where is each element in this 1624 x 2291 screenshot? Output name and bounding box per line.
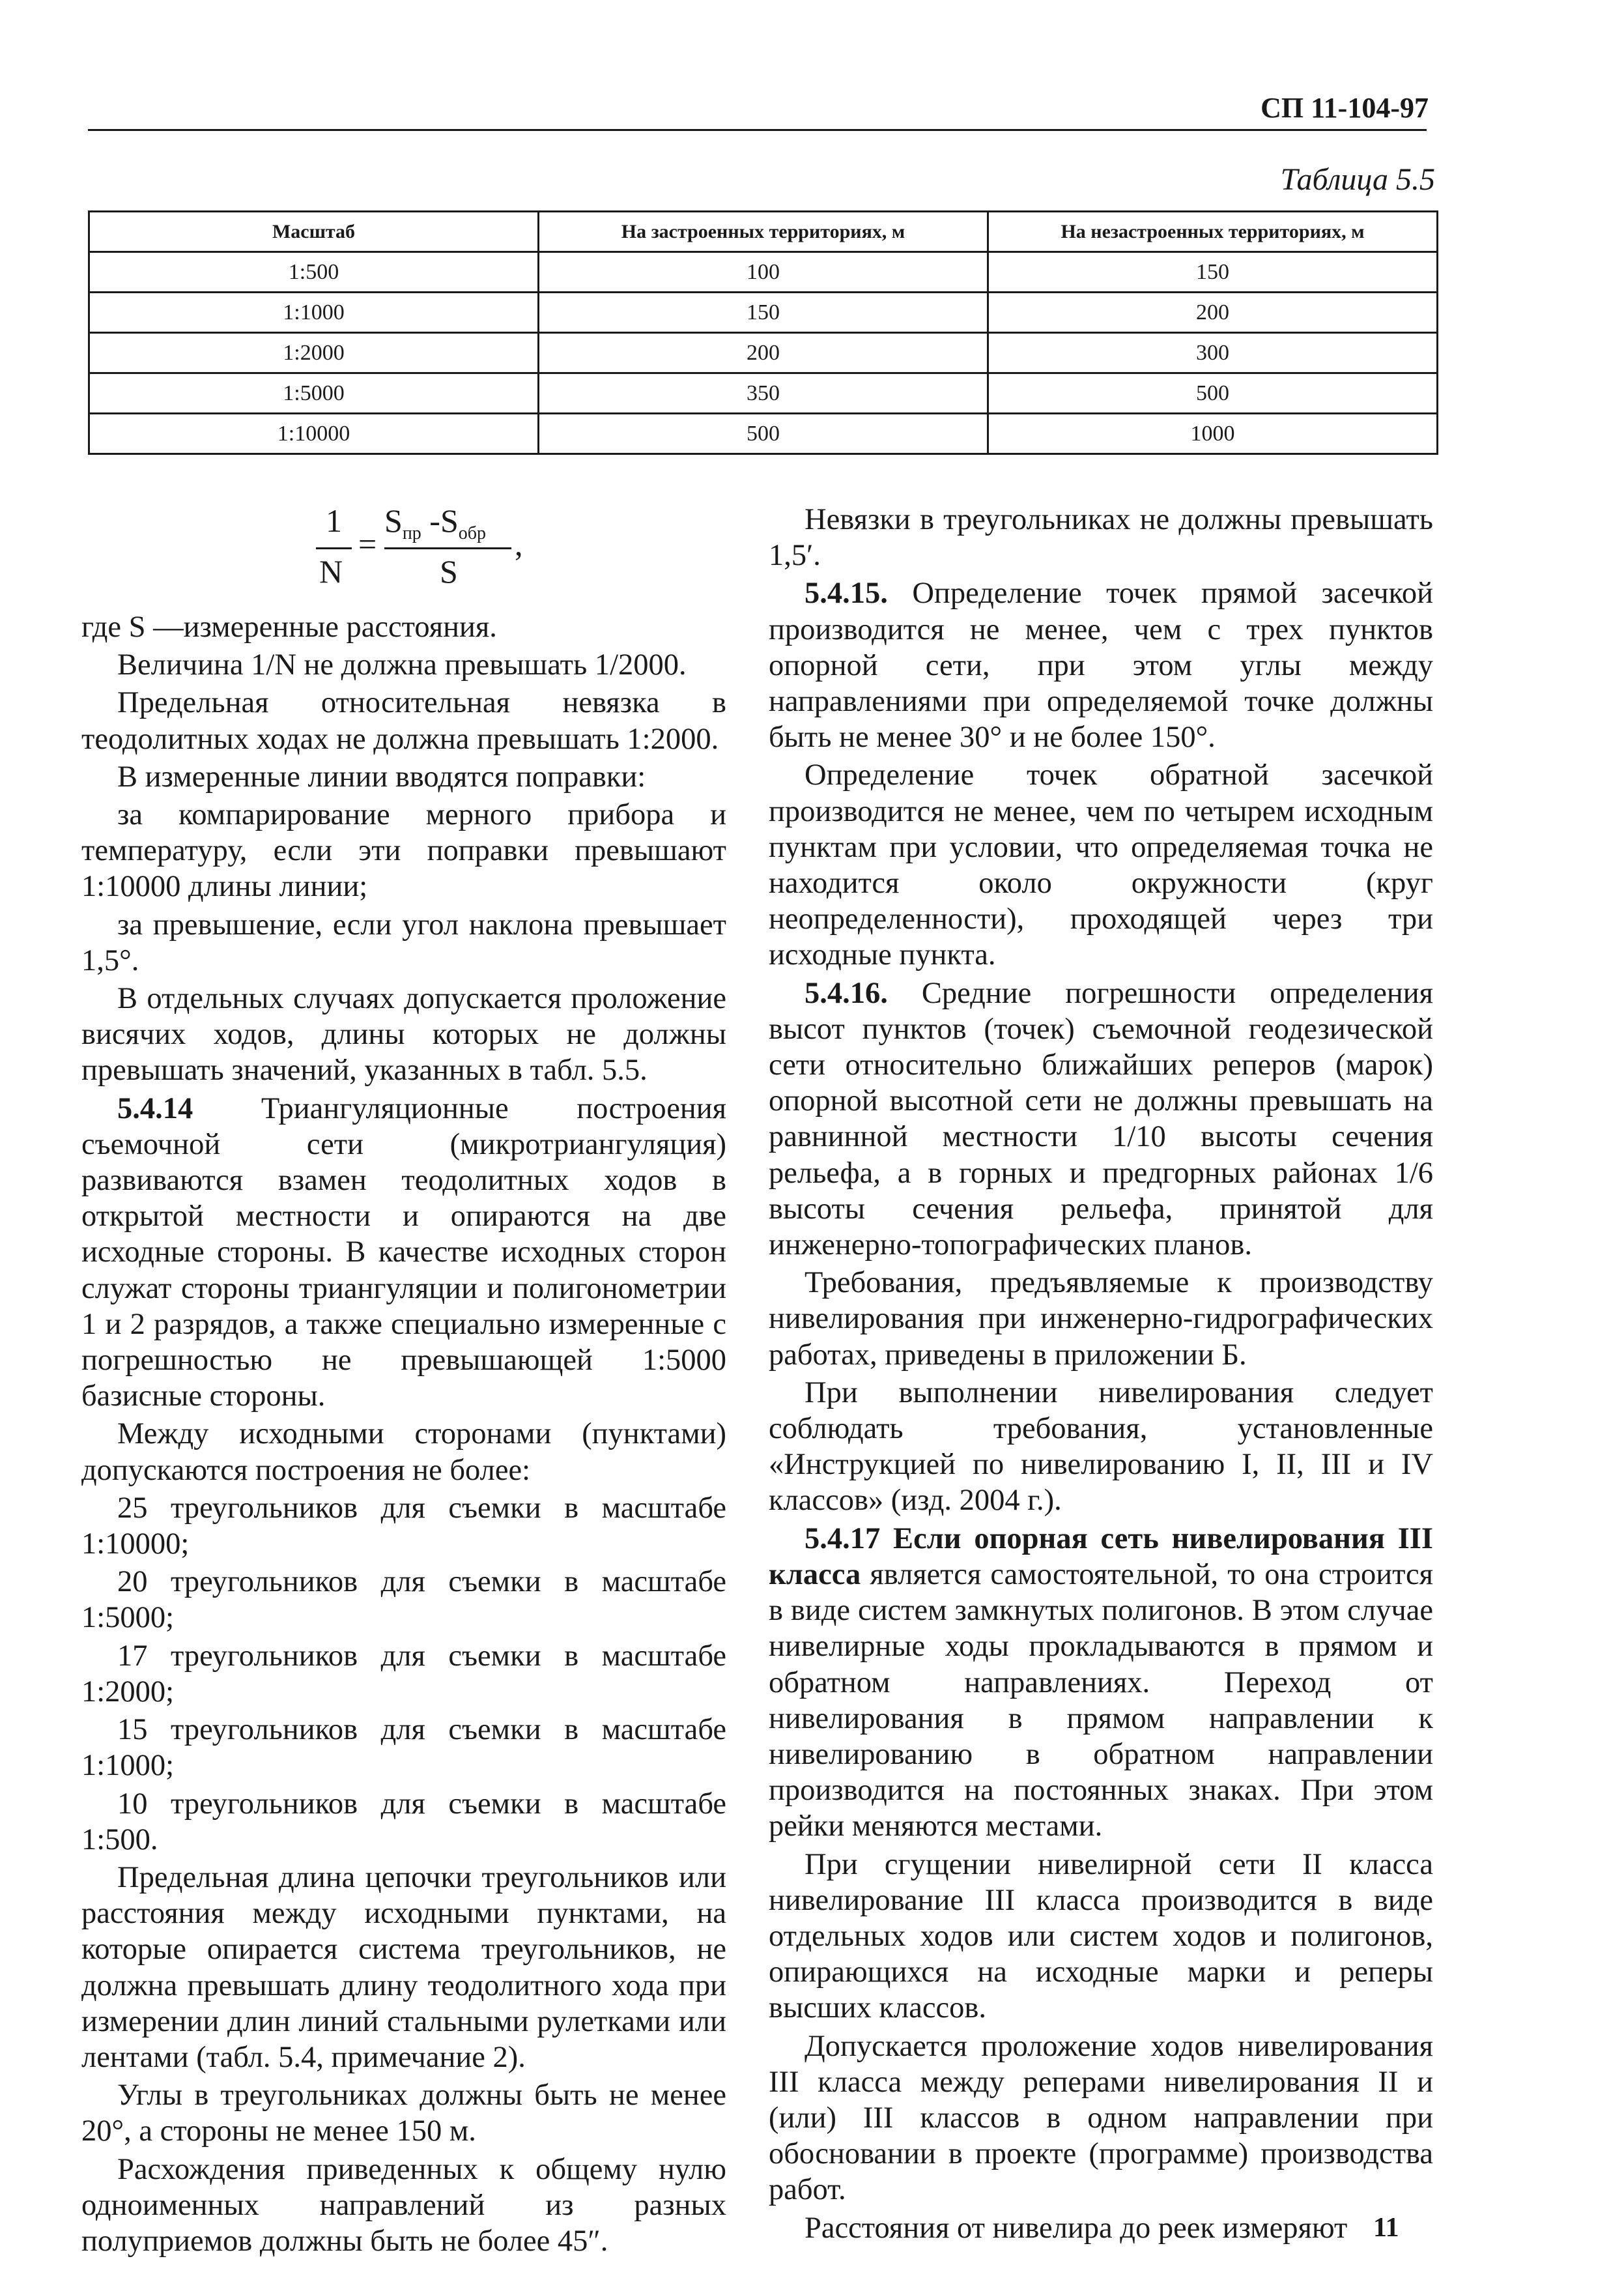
paragraph: Углы в треугольниках должны быть не менее 20°, а стороны не менее 150 м.	[81, 2079, 726, 2148]
paragraph: 20 треугольников для съемки в масштабе 1:5000;	[81, 1565, 726, 1635]
table-cell: 200	[988, 293, 1438, 333]
formula-fraction-bar	[316, 547, 352, 549]
formula-equals: =	[358, 526, 377, 562]
table-cell: 100	[539, 252, 988, 293]
header-rule	[88, 129, 1427, 131]
paragraph: 15 треугольников для съемки в масштабе 1:1000;	[81, 1713, 726, 1783]
paragraph: Расстояния от нивелира до реек измеряют	[805, 2211, 1348, 2245]
formula-subscript-pr: пр	[402, 523, 421, 543]
column-header-undeveloped: На незастроенных территориях, м	[988, 212, 1438, 252]
table-row	[89, 252, 1438, 293]
page-number: 11	[1373, 2213, 1399, 2243]
paragraph-text: Средние погрешности определения высот пунктов (точек) съемочной геодезической сети относительно ближайших реперов (марок) опорной высотной сети не должны превышать на равнинной местности 1/10 высоты сечения рельефа, а в горных и предгорных районах 1/6 высоты сечения рельефа, принятой для инженерно-топографических планов.	[769, 976, 1433, 1262]
scale-distance-table	[88, 210, 1438, 455]
formula-fraction-bar	[384, 547, 511, 549]
paragraph: Невязки в треугольниках не должны превышать 1,5′.	[769, 503, 1433, 573]
formula-comma: ,	[515, 526, 523, 562]
table-row	[89, 293, 1438, 333]
formula-lhs-numerator: 1	[326, 502, 342, 539]
paragraph-section-5-4-16	[769, 975, 1433, 1263]
section-number: 5.4.14	[117, 1091, 193, 1125]
table-cell: 1:500	[89, 252, 539, 293]
paragraph: 17 треугольников для съемки в масштабе 1:2000;	[81, 1639, 726, 1708]
formula-s-symbol: S	[384, 502, 403, 539]
column-header-scale: Масштаб	[89, 212, 539, 252]
paragraph: Допускается проложение ходов нивелирования III класса между реперами нивелирования II и (или) III классов в одном направлении при обосновании в проекте (программе) производства работ.	[769, 2029, 1433, 2207]
table-cell: 1:1000	[89, 293, 539, 333]
left-text-column	[81, 609, 726, 2261]
paragraph: В отдельных случаях допускается проложение висячих ходов, длины которых не должны превышать значений, указанных в табл. 5.5.	[81, 982, 726, 1088]
table-cell: 1:10000	[89, 414, 539, 454]
relative-error-formula	[313, 502, 528, 599]
paragraph-text: является самостоятельной, то она строится в виде систем замкнутых полигонов. В этом случае нивелирные ходы прокладываются в прямом и обратном направлениях. Переход от нивелирования в прямом направлении к нивелированию в обратном направлении производится на постоянных знаках. При этом рейки меняются местами.	[769, 1557, 1433, 1843]
table-cell: 150	[988, 252, 1438, 293]
section-heading: 5.4.17 Если опорная сеть нивелирования III класса	[769, 1521, 1433, 1591]
paragraph: Предельная длина цепочки треугольников или расстояния между исходными пунктами, на которые опирается система треугольников, не должна превышать длину теодолитного хода при измерении длин линий стальными рулетками или лентами (табл. 5.4, примечание 2).	[81, 1860, 726, 2074]
paragraph: В измеренные линии вводятся поправки:	[117, 760, 646, 794]
table-caption: Таблица 5.5	[1280, 162, 1435, 197]
table-cell: 1:5000	[89, 373, 539, 414]
formula-rhs-numerator	[384, 502, 486, 544]
paragraph: за компарирование мерного прибора и температуру, если эти поправки превышают 1:10000 длины линии;	[81, 798, 726, 904]
paragraph: за превышение, если угол наклона превышает 1,5°.	[81, 908, 726, 977]
document-code: СП 11-104-97	[1261, 92, 1429, 124]
paragraph: Между исходными сторонами (пунктами) допускаются построения не более:	[81, 1417, 726, 1487]
table-row	[89, 373, 1438, 414]
table-cell: 300	[988, 333, 1438, 373]
formula-minus-s: -S	[421, 502, 459, 539]
paragraph: 25 треугольников для съемки в масштабе 1:10000;	[81, 1491, 726, 1561]
paragraph-text: Определение точек прямой засечкой производится не менее, чем с трех пунктов опорной сети, при этом углы между направлениями при определяемой точке должны быть не менее 30° и не более 150°.	[769, 577, 1433, 755]
paragraph: где S —измеренные расстояния.	[81, 611, 497, 644]
paragraph-section-5-4-15	[769, 575, 1433, 755]
paragraph: При сгущении нивелирной сети II класса нивелирование III класса производится в виде отдельных ходов или систем ходов и полигонов, опирающихся на исходные марки и реперы высших классов.	[769, 1847, 1433, 2025]
table-cell: 500	[988, 373, 1438, 414]
table-cell: 200	[539, 333, 988, 373]
section-number: 5.4.15.	[805, 577, 888, 611]
paragraph: Величина 1/N не должна превышать 1/2000.	[117, 648, 687, 682]
formula-lhs-denominator: N	[319, 553, 343, 590]
paragraph: 10 треугольников для съемки в масштабе 1:500.	[81, 1787, 726, 1856]
section-number: 5.4.16.	[805, 976, 888, 1010]
table-cell: 150	[539, 293, 988, 333]
paragraph: Требования, предъявляемые к производству нивелирования при инженерно-гидрографических работах, приведены в приложении Б.	[769, 1266, 1433, 1372]
table-row	[89, 333, 1438, 373]
paragraph: Расхождения приведенных к общему нулю одноименных направлений из разных полуприемов должны быть не более 45″.	[81, 2152, 726, 2258]
paragraph-text: Триангуляционные построения съемочной сети (микротриангуляция) развиваются взамен теодолитных ходов в открытой местности и опираются на две исходные стороны. В качестве исходных сторон служат стороны триангуляции и полигонометрии 1 и 2 разрядов, а также специально измеренные с погрешностью не превышающей 1:5000 базисные стороны.	[81, 1091, 726, 1413]
formula-rhs-denominator: S	[440, 553, 458, 590]
table-cell: 1:2000	[89, 333, 539, 373]
column-header-built-up: На застроенных территориях, м	[539, 212, 988, 252]
paragraph: Предельная относительная невязка в теодолитных ходах не должна превышать 1:2000.	[81, 686, 726, 756]
right-text-column	[769, 502, 1433, 2248]
table-header-row	[89, 212, 1438, 252]
table-row	[89, 414, 1438, 454]
paragraph-section-5-4-17	[769, 1521, 1433, 1845]
paragraph: Определение точек обратной засечкой производится не менее, чем по четырем исходным пунктам при условии, что определяемая точка не находится около окружности (круг неопределенности), проходящей через три исходные пункта.	[769, 758, 1433, 972]
table-cell: 1000	[988, 414, 1438, 454]
paragraph: При выполнении нивелирования следует соблюдать требования, установленные «Инструкцией по нивелированию I, II, III и IV классов» (изд. 2004 г.).	[769, 1376, 1433, 1518]
formula-subscript-obr: обр	[458, 523, 487, 543]
table-cell: 350	[539, 373, 988, 414]
table-cell: 500	[539, 414, 988, 454]
paragraph-section-5-4-14	[81, 1091, 726, 1415]
